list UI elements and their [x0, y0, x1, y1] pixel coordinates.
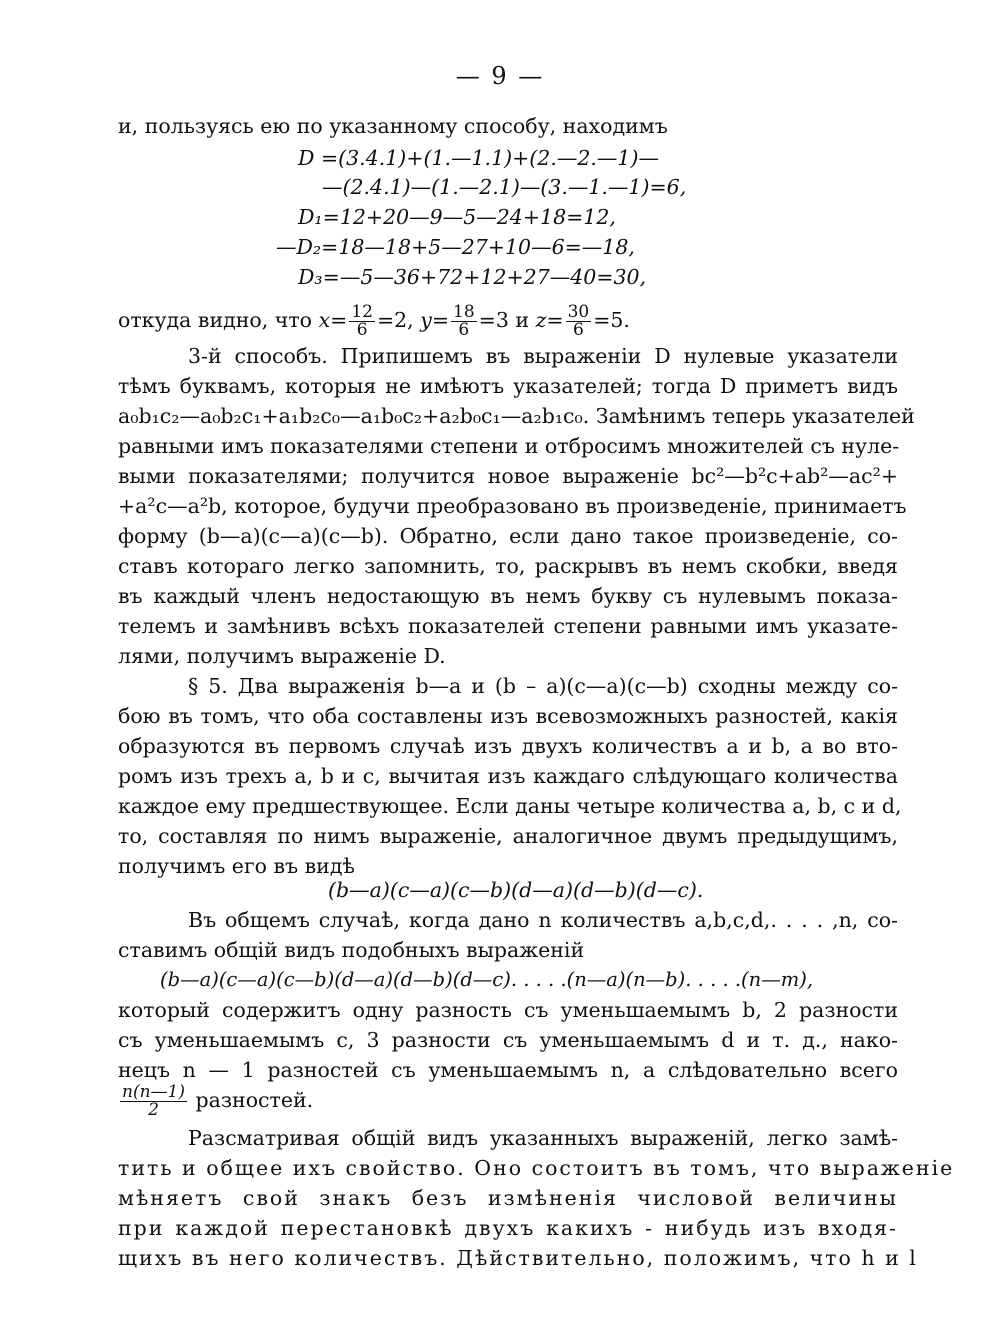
section5-line: бою въ томъ, что оба составлены изъ всевозможныхъ разностей, какія — [118, 704, 898, 728]
method3-line: +a²c—a²b, которое, будучи преобразовано въ произведеніе, принимаетъ — [118, 494, 907, 518]
general-cont-line: который содержитъ одну разность съ уменьшаемымъ b, 2 разности — [118, 998, 898, 1022]
property-line: Разсматривая общій видъ указанныхъ выраженій, легко замѣ- — [188, 1126, 898, 1150]
equation-d2: —D₂=18—18+5—27+10—6=—18, — [276, 235, 635, 259]
section5-line: ромъ изъ трехъ a, b и c, вычитая изъ каждаго слѣдующаго количества — [118, 764, 898, 788]
equation-d3: D₃=—5—36+72+12+27—40=30, — [298, 265, 647, 289]
x-numerator: 12 — [351, 302, 373, 322]
x-rhs: =2, — [376, 308, 414, 332]
section5-line: то, составляя по нимъ выраженіе, аналогичное двумъ предыдущимъ, — [118, 824, 898, 848]
equation-d-cont: —(2.4.1)—(1.—2.1)—(3.—1.—1)=6, — [322, 175, 687, 199]
method3-line: телемъ и замѣнивъ всѣхъ показателей степени равными имъ указате- — [118, 614, 898, 638]
count-numerator: n(n—1) — [122, 1082, 185, 1102]
method3-line: равными имъ показателями степени и отбросимъ множителей съ нуле- — [118, 434, 900, 458]
property-line: мѣняетъ свой знакъ безъ измѣненія числовой величины — [118, 1186, 898, 1210]
method3-line: a₀b₁c₂—a₀b₂c₁+a₁b₂c₀—a₁b₀c₂+a₂b₀c₁—a₂b₁c₀. Замѣнимъ теперь указателей — [118, 404, 915, 428]
property-line: при каждой перестановкѣ двухъ какихъ - нибудь изъ входя- — [118, 1216, 898, 1240]
whence-prefix: откуда видно, что — [118, 308, 313, 332]
y-denominator: 6 — [458, 320, 470, 340]
x-denominator: 6 — [356, 320, 368, 340]
page-number: — 9 — — [455, 62, 545, 90]
x-fraction — [349, 304, 375, 339]
z-lhs: z= — [535, 308, 564, 332]
count-tail: разностей. — [195, 1088, 314, 1112]
equation-d: D =(3.4.1)+(1.—1.1)+(2.—2.—1)— — [298, 146, 659, 170]
section5-line: получимъ его въ видѣ — [118, 854, 355, 878]
z-rhs: =5. — [593, 308, 630, 332]
formula-general: (b—a)(c—a)(c—b)(d—a)(d—b)(d—c). . . . .(n—a)(n—b). . . . .(n—m), — [160, 968, 814, 991]
section5-line: каждое ему предшествующее. Если даны четыре количества a, b, c и d, — [118, 794, 902, 818]
formula-four: (b—a)(c—a)(c—b)(d—a)(d—b)(d—c). — [328, 878, 704, 902]
y-numerator: 18 — [453, 302, 475, 322]
z-fraction — [566, 304, 592, 339]
equation-d1: D₁=12+20—9—5—24+18=12, — [298, 205, 616, 229]
method3-line: форму (b—a)(c—a)(c—b). Обратно, если дано такое произведеніе, со- — [118, 524, 898, 548]
y-lhs: y= — [420, 308, 449, 332]
general-cont-line: нецъ n — 1 разностей съ уменьшаемымъ n, а слѣдовательно всего — [118, 1058, 898, 1082]
method3-line: 3-й способъ. Припишемъ въ выраженіи D нулевые указатели — [188, 344, 898, 368]
general-cont-line: съ уменьшаемымъ c, 3 разности съ уменьшаемымъ d и т. д., нако- — [118, 1028, 898, 1052]
property-line: щихъ въ него количествъ. Дѣйствительно, положимъ, что h и l — [118, 1246, 918, 1270]
intro-line: и, пользуясь ею по указанному способу, находимъ — [118, 114, 668, 138]
property-line: тить и общее ихъ свойство. Оно состоитъ въ томъ, что выраженіе — [118, 1156, 955, 1180]
method3-line: выми показателями; получится новое выраженіе bc²—b²c+ab²—ac²+ — [118, 464, 898, 488]
count-denominator: 2 — [148, 1100, 159, 1120]
whence-line — [118, 300, 898, 340]
z-numerator: 30 — [567, 302, 590, 322]
count-line — [118, 1078, 898, 1122]
method3-line: лями, получимъ выраженіе D. — [118, 644, 446, 668]
method3-line: въ каждый членъ недостающую въ немъ букву съ нулевымъ показа- — [118, 584, 898, 608]
y-rhs: =3 и — [478, 308, 530, 332]
z-denominator: 6 — [572, 320, 584, 340]
section5-line: образуются въ первомъ случаѣ изъ двухъ количествъ a и b, а во вто- — [118, 734, 898, 758]
y-fraction — [451, 304, 477, 339]
count-fraction — [120, 1084, 187, 1119]
section5-line: § 5. Два выраженія b—a и (b – a)(c—a)(c—b) сходны между со- — [188, 674, 898, 698]
x-lhs: x= — [318, 308, 348, 332]
general-line: ставимъ общій видъ подобныхъ выраженій — [118, 938, 585, 962]
method3-line: тѣмъ буквамъ, которыя не имѣютъ указателей; тогда D приметъ видъ — [118, 374, 898, 398]
general-line: Въ общемъ случаѣ, когда дано n количествъ a,b,c,d,. . . . ,n, со- — [188, 908, 898, 932]
method3-line: ставъ котораго легко запомнить, то, раскрывъ въ немъ скобки, введя — [118, 554, 898, 578]
